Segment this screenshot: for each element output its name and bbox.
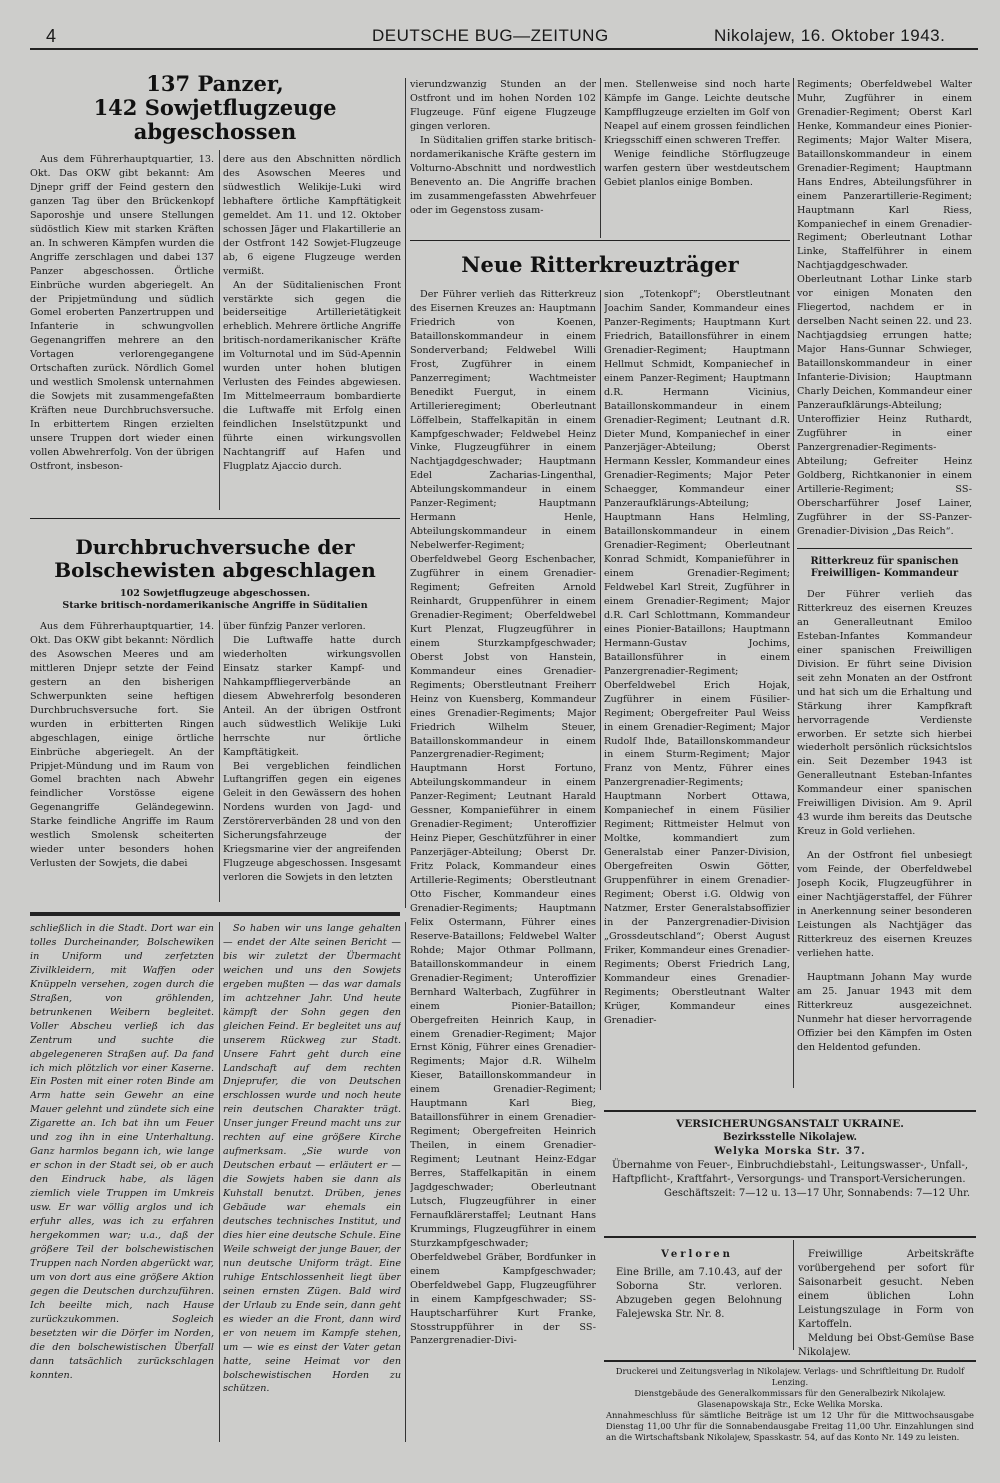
paragraph: über fünfzig Panzer verloren. [223,621,366,632]
feuilleton-rule [30,912,400,916]
article-column [223,620,401,900]
imprint-line: Druckerei und Zeitungsverlag in Nikolajew. Verlags- und Schriftleitung Dr. Rudolf Lenzing. [615,1366,965,1387]
paragraph: Regiments; Oberfeldwebel Walter Muhr, Zugführer in einem Grenadier-Regiment; Oberst Karl Henke, Kommandeur eines Pionier-Regiments; Major Walter Misera, Bataillonskommandeur in einem Grenadier-Regiment; Hauptmann Hans Endres, Abteilungsführer in einem Panzerartillerie-Regiment; Hauptmann Karl Riess, Kompaniechef in einem Grenadier-Regiment; Oberleutnant Lothar Linke, Staffelführer in einem Nachtjagdgeschwader. Oberleutnant Lothar Linke starb vor einigen Monaten den Fliegertod, nachdem er in derselben Nacht seinen 22. und 23. Nachtjagdsieg errungen hatte; Major Hans-Gunnar Schwieger, Bataillonskommandeur in einer Infanterie-Division; Hauptmann Charly Deichen, Kommandeur einer Panzeraufklärungs-Abteilung; Unteroffizier Heinz Ruthardt, Zugführer in einer Panzergrenadier-Regiments-Abteilung; Gefreiter Heinz Goldberg, Richtkanonier in einem Artillerie-Regiment; SS-Oberscharführer Josef Lainer, Zugführer in der SS-Panzer-Grenadier-Division „Das Reich“. [797,79,972,537]
section-rule [797,548,972,549]
headline-line: Durchbruchversuche der [75,535,355,559]
article-headline [30,72,400,144]
article-column [797,588,972,1088]
column-divider [219,620,220,902]
paragraph: sion „Totenkopf“; Oberstleutnant Joachim Sander, Kommandeur eines Panzer-Regiments; Hauptmann Kurt Friedrich, Bataillonsführer in einem Grenadier-Regiment; Hauptmann Hellmut Schmidt, Kompaniechef in einem Panzer-Regiment; Hauptmann d.R. Hermann Vicinius, Bataillonskommandeur in einem Grenadier-Regiment; Leutnant d.R. Dieter Mund, Kompaniechef in einer Panzerjäger-Abteilung; Oberst Hermann Kessler, Kommandeur eines Grenadier-Regiments; Major Peter Schaegger, Kommandeur einer Panzeraufklärungs-Abteilung; Hauptmann Hans Helmling, Bataillonskommandeur in einem Grenadier-Regiment; Oberleutnant Konrad Schmidt, Kompanieführer in einem Grenadier-Regiment; Feldwebel Karl Streit, Zugführer in einem Grenadier-Regiment; Major d.R. Carl Schlottmann, Kommandeur eines Pionier-Bataillons; Hauptmann Hermann-Gustav Jochims, Bataillonsführer in einem Panzergrenadier-Regiment; Oberfeldwebel Erich Hojak, Zugführer in einem Füsilier-Regiment; Obergefreiter Paul Weiss in einem Grenadier-Regiment; Major Rudolf Ihde, Bataillonskommandeur in einem Sturm-Regiment; Major Franz von Mentz, Führer eines Panzergrenadier-Regiments; Hauptmann Norbert Ottawa, Kompaniechef in einem Füsilier Regiment; Rittmeister Helmut von Moltke, kommandiert zum Generalstab einer Panzer-Division, Obergefreiten Oswin Götter, Gruppenführer in einem Grenadier-Regiment; Oberst i.G. Oldwig von Natzmer, Erster Generalstabsoffizier in der Panzergrenadier-Division „Grossdeutschland“; Oberst August Friker, Kommandeur eines Grenadier-Regiments; Oberst Friedrich Lang, Kommandeur eines Grenadier-Regiments; Oberstleutnant Walter Krüger, Kommandeur eines Grenadier- [604,289,790,1026]
insurance-title: VERSICHERUNGSANSTALT UKRAINE. [676,1118,904,1130]
column-divider [600,78,601,238]
headline-line: Freiwilligen- Kommandeur [810,568,959,579]
newspaper-title: DEUTSCHE BUG—ZEITUNG [372,26,609,45]
insurance-body: Übernahme von Feuer-, Einbruchdiebstahl-, Leitungswasser-, Unfall-, Haftpflicht-, Kraftfahrt-, Versorgungs- und Transport-Versicherungen. [612,1160,968,1185]
section-rule [30,518,400,519]
column-divider [219,922,220,1442]
paragraph: dere aus den Abschnitten nördlich des Asowschen Meeres und südwestlich Welikije-Luki wird lebhaftere örtliche Kampftätigkeit gemeldet. Am 11. und 12. Oktober schossen Jäger und Flakartillerie an der Ostfront 142 Sowjet-Flugzeuge ab, 6 eigene Flugzeuge werden vermißt. [223,154,401,277]
column-divider [793,78,794,1088]
article-column [797,78,972,548]
section-rule [410,240,790,241]
ad-rule [604,1110,976,1112]
article-column [223,153,401,513]
paragraph: Hauptmann Johann May wurde am 25. Januar 1943 mit dem Ritterkreuz ausgezeichnet. Nunmehr hat dieser hervorragende Offizier bei den Kämpfen im Osten den Heldentod gefunden. [797,971,972,1053]
paragraph: Der Führer verlieh das Ritterkreuz des eisernen Kreuzes an Generalleutnant Emiloo Esteban-Infantes Kommandeur einer spanischen Freiwilligen Division. Er führt seine Division seit zehn Monaten an der Ostfront und hat sich um die Erhaltung und Stärkung ihrer Kampfkraft hervorragende Verdienste erworben. Er setzte sich hierbei wiederholt persönlich rücksichtslos ein. Seit Dezember 1943 ist Generalleutnant Esteban-Infantes Kommandeur einer spanischen Freiwilligen Division. Am 9. April 43 wurde ihm bereits das Deutsche Kreuz in Gold verliehen. [797,589,972,838]
article-column [604,78,790,238]
insurance-hours: Geschäftszeit: 7—12 u. 13—17 Uhr, Sonnabends: 7—12 Uhr. [664,1188,970,1199]
paragraph: Wenige feindliche Störflugzeuge warfen gestern über westdeutschem Gebiet planlos einige Bomben. [604,148,790,188]
work-contact: Meldung bei Obst-Gemüse Base Nikolajew. [798,1333,974,1358]
paragraph: schließlich in die Stadt. Dort war ein tolles Durcheinander, Bolschewiken in Uniform und zerfetzten Zivilkleidern, mit Waffen oder Knüppeln versehen, zogen durch die Straßen, von gröhlenden, betrunkenen Weibern begleitet. Voller Abscheu verließ ich das Zentrum und suchte die abgelegeneren Straßen auf. Da fand ich mich plötzlich vor einer Kaserne. Ein Posten mit einer roten Binde am Arm hatte sein Gewehr an eine Mauer gelehnt und zündete sich eine Zigarette an. Ich bat ihn um Feuer und zog ihn in eine Unterhaltung. Ganz harmlos begann ich, wie lange er schon in der Stadt sei, ob er auch den Eindruck habe, als lägen ziemlich viele Truppen im Umkreis usw. Er war völlig arglos und ich erfuhr alles, was ich zu erfahren hergekommen war; u.a., daß der größere Teil der bolschewistischen Truppen nach Norden abgerückt war, um von dort aus eine größere Aktion gegen die Deutschen durchzuführen. Ich beeilte mich, nach Hause zurückzukommen. Sogleich besetzten wir die Dörfer im Norden, die den bolschewistischen Überfall dann tatsächlich zurückschlagen konnten. [30,923,214,1381]
paragraph: Der Führer verlieh das Ritterkreuz des Eisernen Kreuzes an: Hauptmann Friedrich von Koenen, Bataillonskommandeur in einem Sonderverband; Feldwebel Willi Frost, Zugführer in einem Panzerregiment; Wachtmeister Benedikt Fuergut, in einem Artillerieregiment; Oberleutnant Löffelbein, Staffelkapitän in einem Kampfgeschwader; Feldwebel Heinz Vinke, Flugzeugführer in einem Nachtjagdgeschwader; Hauptmann Edel Zacharias-Lingenthal, Abteilungskommandeur in einem Panzer-Regiment; Hauptmann Hermann Henle, Abteilungskommandeur in einem Nebelwerfer-Regiment; Oberfeldwebel Georg Eschenbacher, Zugführer in einem Grenadier-Regiment; Gefreiten Arnold Reinhardt, Gruppenführer in einem Grenadier-Regiment; Oberfeldwebel Kurt Plenzat, Flugzeugführer in einem Sturzkampfgeschwader; Oberst Jobst von Hanstein, Kommandeur eines Grenadier-Regiments; Oberstleutnant Freiherr Heinz von Kuensberg, Kommandeur eines Grenadier-Regiments; Major Friedrich Wilhelm Steuer, Bataillonskommandeur in einem Panzergrenadier-Regiment; Hauptmann Horst Fortuno, Abteilungskommandeur in einem Panzer-Regiment; Leutnant Harald Gessner, Kompanieführer in einem Grenadier-Regiment; Unteroffizier Heinz Pieper, Geschützführer in einer Panzerjäger-Abteilung; Oberst Dr. Fritz Polack, Kommandeur eines Artillerie-Regiments; Oberstleutnant Otto Fischer, Kommandeur eines Grenadier-Regiments; Hauptmann Felix Ostermann, Führer eines Reserve-Bataillons; Feldwebel Walter Rohde; Major Othmar Pollmann, Bataillonskommandeur in einem Grenadier-Regiment; Unteroffizier Bernhard Walterbach, Zugführer in einem Pionier-Bataillon; Obergefreiten Heinrich Kaup, in einem Grenadier-Regiment; Major Ernst König, Führer eines Grenadier-Regiments; Major d.R. Wilhelm Kieser, Bataillonskommandeur in einem Grenadier-Regiment; Hauptmann Karl Bieg, Bataillonsführer in einem Grenadier-Regiment; Obergefreiten Heinrich Theilen, in einem Grenadier-Regiment; Leutnant Heinz-Edgar Berres, Staffelkapitän in einem Jagdgeschwader; Oberleutnant Lutsch, Flugzeugführer in einer Fernaufklärerstaffel; Leutnant Hans Krummings, Flugzeugführer in einem Sturzkampfgeschwader; Oberfeldwebel Gräber, Bordfunker in einem Kampfgeschwader; Oberfeldwebel Gapp, Flugzeugführer in einem Kampfgeschwader; SS-Hauptscharführer Kurt Franke, Stosstruppführer in der SS-Panzergrenadier-Divi- [410,289,596,1347]
headline-line: abgeschossen [133,119,297,144]
feuilleton-column [223,922,401,1442]
ad-divider [793,1240,794,1350]
article-column [410,78,596,238]
column-divider [600,290,601,1090]
article-headline [797,556,972,580]
article-subheadline [30,588,400,612]
paragraph: An der Süditalienischen Front verstärkte sich gegen die beiderseitige Artillerietätigkeit erheblich. Mehrere örtliche Angriffe britisch-nordamerikanischer Kräfte im Volturnotal und im Süd-Apennin wurden unter hohen blutigen Verlusten des Feindes abgewiesen. Im Mittelmeerraum bombardierte die Luftwaffe mit Erfolg einen feindlichen Inselstützpunkt und führte einen wirkungsvollen Nachtangriff auf Hafen und Flugplatz Ajaccio durch. [223,279,401,472]
column-divider [405,78,406,908]
article-column [30,153,214,513]
article-headline [30,536,400,582]
headline-line: Ritterkreuz für spanischen [810,556,959,567]
paragraph: Aus dem Führerhauptquartier, 13. Okt. Das OKW gibt bekannt: Am Djnepr griff der Feind gestern den ganzen Tag über den Brückenkopf Saporoshje und unsere Stellungen südöstlich Kiew mit starken Kräften an. In schweren Kämpfen wurden die Angriffe zerschlagen und dabei 137 Panzer abgeschossen. Örtliche Einbrüche wurden abgeriegelt. An der Pripjetmündung und südlich Gomel eroberten Panzertruppen und Infanterie in schwungvollen Gegenangriffen mehrere an den Vortagen verlorengegangene Ortschaften zurück. Nördlich Gomel und westlich Smolensk unternahmen die Sowjets mit zusammengefaßten Kräften neue Durchbruchsversuche. In erbittertem Ringen erzielten unsere Truppen dort wieder einen vollen Abwehrerfolg. Von der übrigen Ostfront, insbeson- [30,154,214,472]
article-column [30,620,214,900]
imprint [606,1366,974,1443]
paragraph: Die Luftwaffe hatte durch wiederholten wirkungsvollen Einsatz starker Kampf- und Nahkampffliegerverbände an diesem Abwehrerfolg besonderen Anteil. An der übrigen Ostfront auch südwestlich Welikije Luki herrschte nur örtliche Kampftätigkeit. [223,634,401,758]
headline-line: 137 Panzer, [146,71,284,96]
work-ad [798,1248,974,1360]
article-column [410,288,596,1433]
imprint-line: Glasenapowskaja Str., Ecke Welika Morska. [697,1399,883,1409]
imprint-line: Annahmeschluss für sämtliche Beiträge ist um 12 Uhr für die Mittwochsausgabe Dienstag 11,00 Uhr für die Sonnabendausgabe Freitag 11,00 Uhr. Einzahlungen sind an die Wirtschaftsbank Nikolajew, Spasskastr. 54, auf das Konto Nr. 149 zu leisten. [606,1410,974,1442]
column-divider [219,150,220,510]
feuilleton-column [30,922,214,1442]
paragraph: Aus dem Führerhauptquartier, 14. Okt. Das OKW gibt bekannt: Nördlich des Asowschen Meeres und am mittleren Dnjepr setzte der Feind gestern an den bisherigen Schwerpunkten seine heftigen Durchbruchsversuche fort. Sie wurden in erbitterten Ringen abgeschlagen, einige örtliche Einbrüche abgeriegelt. An der Pripjet-Mündung und im Raum von Gomel brachten nach Abwehr feindlicher Vorstösse eigene Gegenangriffe Geländegewinn. Starke feindliche Angriffe im Raum westlich Smolensk scheiterten wieder unter besonders hohen Verlusten der Sowjets, die dabei [30,621,214,870]
article-column [604,288,790,1088]
insurance-address: Welyka Morska Str. 37. [714,1146,866,1157]
article-headline: Neue Ritterkreuzträger [461,252,739,277]
paragraph: Bei vergeblichen feindlichen Luftangriffen gegen ein eigenes Geleit in den Gewässern des hohen Nordens wurden von Jagd- und Zerstörerverbänden 28 und von den Sicherungsfahrzeuge der Kriegsmarine vier der angreifenden Flugzeuge abgeschossen. Insgesamt verloren die Sowjets in den letzten [223,760,401,884]
subheadline-line: Starke britisch-nordamerikanische Angriffe in Süditalien [62,600,368,611]
paragraph: In Süditalien griffen starke britisch-nordamerikanische Kräfte gestern im Volturno-Abschnitt und nordwestlich Benevento an. Die Angriffe brachen im zusammengefassten Abwehrfeuer oder im Gegenstoss zusam- [410,134,596,216]
paragraph: vierundzwanzig Stunden an der Ostfront und im hohen Norden 102 Flugzeuge. Fünf eigene Flugzeuge gingen verloren. [410,79,596,132]
headline-line: 142 Sowjetflugzeuge [93,95,337,120]
lost-body: Eine Brille, am 7.10.43, auf der Soborna Str. verloren. Abzugeben gegen Belohnung Falejewska Str. Nr. 8. [616,1267,782,1320]
lost-title: Verloren [661,1249,733,1260]
imprint-rule [604,1360,976,1362]
insurance-ad [604,1117,976,1201]
paragraph: An der Ostfront fiel unbesiegt vom Feinde, der Oberfeldwebel Joseph Kocik, Flugzeugführer in einer Nachtjägerstaffel, der Führer in Anerkennung seiner besonderen Leistungen als Nachtjäger das Ritterkreuz des eisernen Kreuzes verliehen hatte. [797,850,972,959]
column-divider [405,922,406,1442]
issue-date: Nikolajew, 16. Oktober 1943. [714,26,946,45]
masthead-rule [30,48,978,50]
headline-line: Bolschewisten abgeschlagen [54,558,376,582]
subheadline-line: 102 Sowjetflugzeuge abgeschossen. [120,588,310,599]
work-body: Freiwillige Arbeitskräfte vorübergehend per sofort für Saisonarbeit gesucht. Neben einem üblichen Lohn Leistungszulage in Form von Kartoffeln. [798,1249,974,1330]
paragraph: So haben wir uns lange gehalten — endet der Alte seinen Bericht — bis wir zuletzt der Übermacht weichen und uns den Sowjets ergeben mußten — das war damals im achtzehner Jahr. Und heute kämpft der Sohn gegen den gleichen Feind. Er begleitet uns auf unserem Rückweg zur Stadt. Unsere Fahrt geht durch eine Landschaft auf dem rechten Dnjeprufer, die von Deutschen erschlossen wurde und noch heute rein deutschen Charakter trägt. Unser junger Freund macht uns zur rechten auf eine größere Kirche aufmerksam. „Sie wurde von Deutschen erbaut — erläutert er — die Sowjets haben sie dann als Kuhstall benutzt. Drüben, jenes Gebäude war ehemals ein deutsches technisches Institut, und dies hier eine deutsche Schule. Eine Weile schweigt der junge Bauer, der nun deutsche Uniform trägt. Eine ruhige Entschlossenheit liegt über seinen ernsten Zügen. Bald wird der Urlaub zu Ende sein, dann geht es wieder an die Front, dann wird er von neuem im Kampfe stehen, um — wie es einst der Vater getan hatte, seine Heimat vor den bolschewistischen Horden zu schützen. [223,923,401,1395]
insurance-subtitle: Bezirksstelle Nikolajew. [722,1132,858,1143]
imprint-line: Dienstgebäude des Generalkommissars für den Generalbezirk Nikolajew. [634,1388,946,1398]
lost-ad [604,1248,790,1322]
page-number: 4 [46,26,57,46]
paragraph: men. Stellenweise sind noch harte Kämpfe im Gange. Leichte deutsche Kampfflugzeuge erzielten im Golf von Neapel auf einem grossen feindlichen Kriegsschiff einen schweren Treffer. [604,79,790,146]
ad-rule [604,1236,976,1238]
